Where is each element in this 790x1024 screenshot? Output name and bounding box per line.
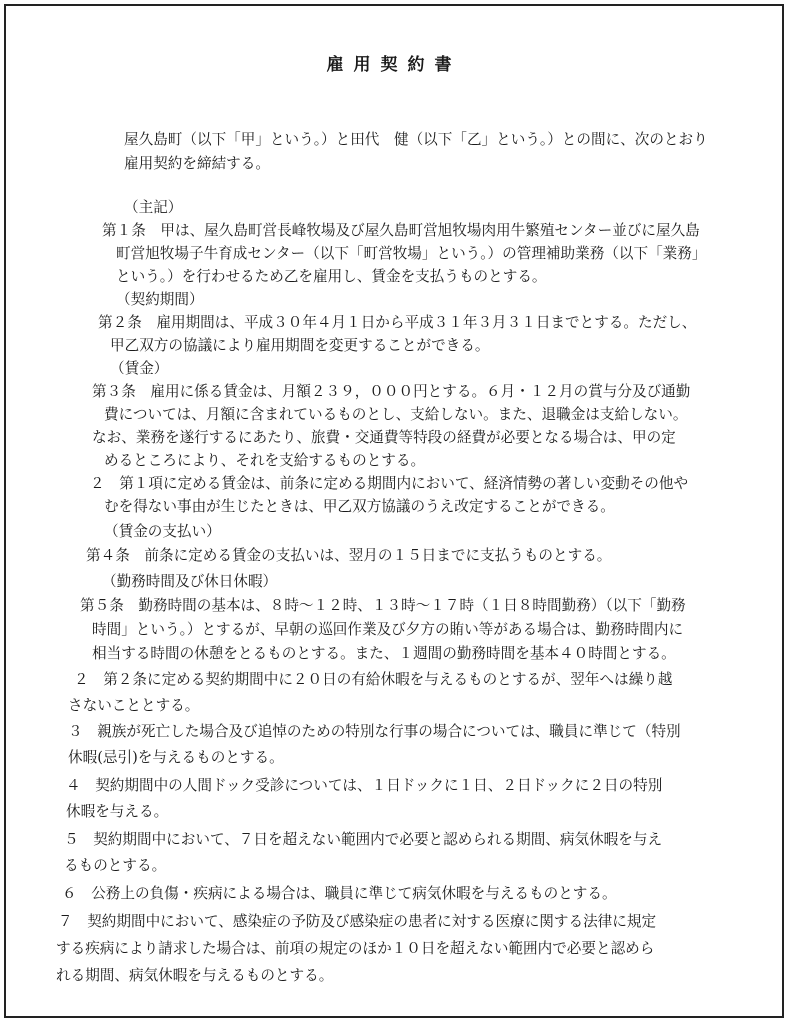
document-page (4, 4, 784, 1018)
article-line: ７ 契約期間中において、感染症の予防及び感染症の患者に対する医療に関する法律に規定 (58, 913, 657, 930)
section-heading: （契約期間） (116, 291, 204, 308)
article-line: 町営旭牧場子牛育成センター（以下「町営牧場」という。）の管理補助業務（以下「業務」 (116, 245, 707, 262)
article-line: 相当する時間の休憩をとるものとする。また、１週間の勤務時間を基本４０時間とする。 (92, 645, 676, 662)
section-heading: （勤務時間及び休日休暇） (102, 573, 278, 590)
section-heading: （賃金の支払い） (104, 523, 221, 540)
article-line: ６ 公務上の負傷・疾病による場合は、職員に準じて病気休暇を与えるものとする。 (62, 885, 617, 902)
document-title: 雇用契約書 (326, 55, 462, 75)
article-line: めるところにより、それを支給するものとする。 (104, 452, 426, 469)
article-line: ４ 契約期間中の人間ドック受診については、１日ドックに１日、２日ドックに２日の特別 (66, 777, 663, 794)
article-line: 時間」という。）とするが、早朝の巡回作業及び夕方の賄い等がある場合は、勤務時間内に (92, 621, 684, 638)
article-line: 第５条 勤務時間の基本は、８時～１２時、１３時～１７時（１日８時間勤務）（以下「勤務 (80, 597, 686, 614)
article-line: 休暇(忌引)を与えるものとする。 (68, 749, 284, 766)
article-line: むを得ない事由が生じたときは、甲乙双方協議のうえ改定することができる。 (104, 498, 615, 515)
preamble-line: 雇用契約を締結する。 (124, 155, 270, 172)
article-line: なお、業務を遂行するにあたり、旅費・交通費等特段の経費が必要となる場合は、甲の定 (92, 429, 676, 446)
article-line: 費については、月額に含まれているものとし、支給しない。また、退職金は支給しない。 (104, 406, 688, 423)
article-line: 休暇を与える。 (66, 803, 169, 820)
article-line: する疾病により請求した場合は、前項の規定のほか１０日を超えない範囲内で必要と認めら (56, 940, 655, 957)
section-heading: （主記） (124, 199, 183, 216)
article-line: ２ 第１項に定める賃金は、前条に定める期間内において、経済情勢の著しい変動その他や (90, 475, 689, 492)
section-heading: （賃金） (110, 360, 169, 377)
article-line: さないこととする。 (68, 697, 200, 714)
article-line: ３ 親族が死亡した場合及び追悼のための特別な行事の場合については、職員に準じて（特別 (68, 723, 681, 740)
article-line: 甲乙双方の協議により雇用期間を変更することができる。 (110, 337, 490, 354)
preamble-line: 屋久島町（以下「甲」という。）と田代 健（以下「乙」という。）との間に、次のとおり (124, 131, 708, 148)
article-line: 第２条 雇用期間は、平成３０年４月１日から平成３１年３月３１日までとする。ただし、 (98, 314, 697, 331)
article-line: るものとする。 (64, 857, 167, 874)
article-line: れる期間、病気休暇を与えるものとする。 (56, 967, 334, 984)
article-line: ２ 第２条に定める契約期間中に２０日の有給休暇を与えるものとするが、翌年へは繰り越 (74, 671, 673, 688)
article-line: ５ 契約期間中において、７日を超えない範囲内で必要と認められる期間、病気休暇を与え (64, 831, 663, 848)
article-line: 第１条 甲は、屋久島町営長峰牧場及び屋久島町営旭牧場肉用牛繁殖センター並びに屋久島 (102, 222, 700, 239)
article-line: 第３条 雇用に係る賃金は、月額２３９，０００円とする。６月・１２月の賞与分及び通勤 (92, 383, 691, 400)
article-line: という。）を行わせるため乙を雇用し、賃金を支払うものとする。 (116, 268, 547, 285)
article-line: 第４条 前条に定める賃金の支払いは、翌月の１５日までに支払うものとする。 (86, 547, 612, 564)
